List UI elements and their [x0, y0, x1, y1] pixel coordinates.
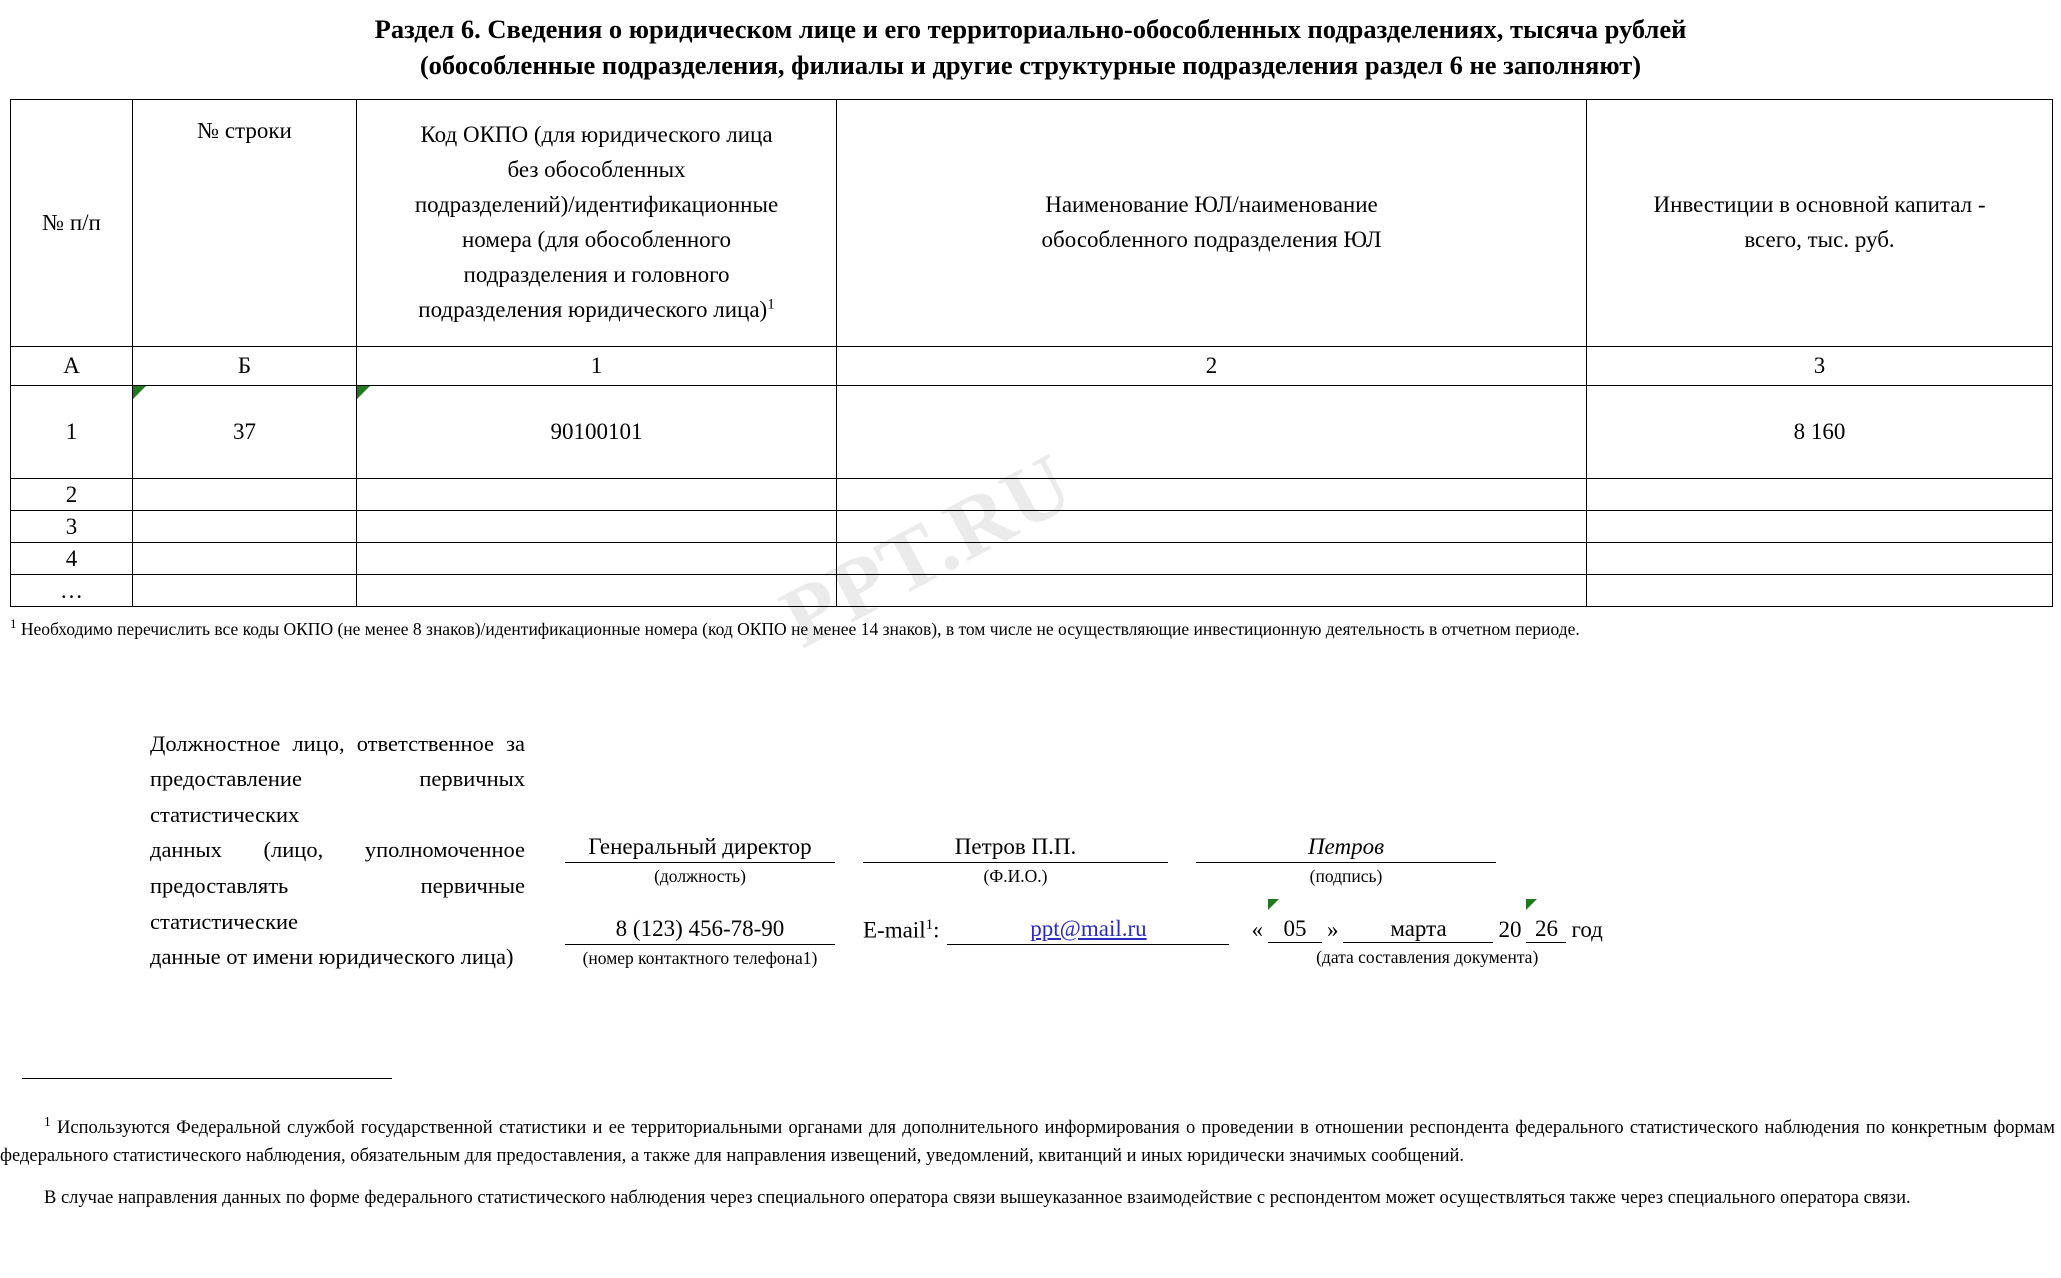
table-letter-row	[11, 347, 2053, 386]
position-caption: (должность)	[654, 865, 746, 886]
header-okpo-l1: Код ОКПО (для юридического лица	[420, 122, 773, 148]
fio-value[interactable]: Петров П.П.	[863, 834, 1168, 863]
table-footnote-text: Необходимо перечислить все коды ОКПО (не менее 8 знаков)/идентификационные номера (код ОКПО не менее 14 знаков), в том числе не осуществляющие инвестиционную деятельность в отчетном периоде.	[20, 618, 1580, 639]
responsible-line-3: данных (лицо, уполномоченное	[150, 837, 525, 863]
cell-np: 2	[11, 479, 133, 511]
date-caption: (дата составления документа)	[1316, 946, 1539, 967]
header-okpo	[357, 100, 837, 347]
responsible-line-4: предоставлять первичные статистические	[150, 873, 525, 934]
spellcheck-marker-icon	[133, 386, 146, 399]
bottom-footnote-1	[0, 1112, 2055, 1170]
cell-np: 3	[11, 511, 133, 543]
header-okpo-l2: без обособленных	[507, 157, 686, 183]
cell-row-number[interactable]	[133, 386, 357, 479]
page-title	[0, 0, 2061, 83]
header-np: № п/п	[11, 100, 133, 347]
cell-entity-name[interactable]	[837, 543, 1587, 575]
letter-cell-a: А	[11, 347, 133, 386]
letter-cell-2: 2	[837, 347, 1587, 386]
phone-caption-text: (номер контактного телефона	[582, 947, 803, 968]
cell-investments[interactable]	[1587, 479, 2053, 511]
header-entity-name-l1: Наименование ЮЛ/наименование	[1045, 192, 1378, 218]
section6-table	[10, 99, 2053, 607]
contact-row	[565, 916, 1603, 969]
cell-investments[interactable]	[1587, 575, 2053, 607]
letter-cell-b: Б	[133, 347, 357, 386]
responsible-line-1: Должностное лицо, ответственное за	[150, 730, 525, 756]
cell-np: …	[11, 575, 133, 607]
signature-caption: (подпись)	[1309, 865, 1383, 886]
watermark: PPT.RU	[765, 433, 1088, 667]
header-okpo-l3: подразделений)/идентификационные	[414, 192, 779, 218]
table-row	[11, 543, 2053, 575]
cell-investments[interactable]	[1587, 511, 2053, 543]
cell-row-number[interactable]	[133, 511, 357, 543]
signature-value[interactable]: Петров	[1196, 834, 1496, 863]
phone-value[interactable]: 8 (123) 456-78-90	[565, 916, 835, 945]
letter-cell-3: 3	[1587, 347, 2053, 386]
bottom-footnote-1-text: Используются Федеральной службой государственной статистики и ее территориальными органами для дополнительного информирования о проведении в отношении респондента федерального статистического наблюдения по конкретным формам федерального статистического наблюдения, обязательным для предоставления, а также для направления извещений, уведомлений, квитанций и иных юридически значимых сообщений.	[0, 1118, 2055, 1167]
cell-row-number[interactable]	[133, 575, 357, 607]
cell-okpo[interactable]	[357, 386, 837, 479]
spellcheck-marker-icon	[357, 386, 370, 399]
cell-np: 1	[11, 386, 133, 479]
date-year-prefix: 20	[1498, 916, 1522, 942]
cell-row-number-value: 37	[233, 419, 256, 444]
cell-row-number[interactable]	[133, 479, 357, 511]
email-label	[863, 916, 939, 944]
spellcheck-marker-icon	[1526, 899, 1537, 910]
cell-row-number[interactable]	[133, 543, 357, 575]
responsible-line-2: предоставление первичных статистических	[150, 766, 525, 827]
responsible-line-5: данные от имени юридического лица)	[150, 944, 514, 970]
fio-caption: (Ф.И.О.)	[983, 865, 1048, 886]
bottom-footnotes	[0, 1112, 2061, 1226]
header-okpo-footnote-marker: 1	[767, 296, 775, 313]
letter-cell-1: 1	[357, 347, 837, 386]
responsible-person-text	[150, 726, 525, 975]
header-investments-l1: Инвестиции в основной капитал -	[1653, 192, 1986, 218]
header-investments-l2: всего, тыс. руб.	[1744, 227, 1895, 252]
cell-okpo[interactable]	[357, 479, 837, 511]
cell-entity-name[interactable]	[837, 386, 1587, 479]
date-line	[1251, 916, 1602, 943]
footnote-separator	[22, 1078, 392, 1079]
cell-okpo[interactable]	[357, 511, 837, 543]
phone-caption-marker: 1	[802, 947, 812, 968]
email-label-text: E-mail	[863, 917, 926, 943]
table-header-row	[11, 100, 2053, 347]
cell-investments[interactable]	[1587, 543, 2053, 575]
table-row	[11, 511, 2053, 543]
date-year-value: 26	[1534, 915, 1558, 941]
header-okpo-l5: подразделения и головного	[463, 261, 730, 287]
email-value[interactable]: ppt@mail.ru	[947, 916, 1229, 945]
position-field	[565, 834, 835, 887]
fio-field	[863, 834, 1168, 887]
signature-fields-row	[565, 834, 1496, 887]
phone-caption	[565, 945, 835, 969]
email-footnote-marker: 1	[925, 916, 934, 933]
cell-okpo-value: 90100101	[550, 419, 643, 444]
date-day-value: 05	[1283, 915, 1307, 941]
phone-field	[565, 916, 835, 969]
date-month[interactable]: марта	[1343, 916, 1493, 943]
bottom-footnote-2: В случае направления данных по форме федерального статистического наблюдения через специального оператора связи вышеуказанное взаимодействие с респондентом может осуществляться также через специального оператора связи.	[44, 1188, 1911, 1209]
date-year[interactable]	[1526, 916, 1566, 943]
header-entity-name	[837, 100, 1587, 347]
table-row	[11, 575, 2053, 607]
cell-okpo[interactable]	[357, 543, 837, 575]
cell-np: 4	[11, 543, 133, 575]
table-footnote	[10, 616, 2061, 640]
date-block	[1251, 916, 1602, 968]
signature-field	[1196, 834, 1496, 887]
cell-entity-name[interactable]	[837, 479, 1587, 511]
header-investments	[1587, 100, 2053, 347]
cell-entity-name[interactable]	[837, 575, 1587, 607]
date-day[interactable]	[1268, 916, 1322, 943]
date-quote-close: »	[1326, 916, 1339, 942]
title-line-2: (обособленные подразделения, филиалы и другие структурные подразделения раздел 6 не заполняют)	[419, 49, 1642, 80]
phone-caption-end: )	[811, 947, 818, 968]
header-entity-name-l2: обособленного подразделения ЮЛ	[1041, 227, 1382, 252]
position-value[interactable]: Генеральный директор	[565, 834, 835, 863]
table-row	[11, 479, 2053, 511]
header-okpo-l4: номера (для обособленного	[461, 227, 732, 252]
spellcheck-marker-icon	[1268, 899, 1279, 910]
cell-investments[interactable]: 8 160	[1587, 386, 2053, 479]
header-okpo-l6: подразделения юридического лица)	[418, 296, 768, 322]
date-quote-open: «	[1251, 916, 1263, 942]
bottom-footnote-1-marker: 1	[44, 1114, 51, 1129]
title-line-1: Раздел 6. Сведения о юридическом лице и его территориально-обособленных подразделениях, тысяча рублей	[374, 14, 1687, 44]
email-colon: :	[933, 917, 940, 943]
table-row	[11, 386, 2053, 479]
cell-entity-name[interactable]	[837, 511, 1587, 543]
header-row-number: № строки	[133, 100, 357, 347]
cell-okpo[interactable]	[357, 575, 837, 607]
table-footnote-marker: 1	[10, 616, 17, 631]
date-year-word: год	[1571, 916, 1603, 942]
